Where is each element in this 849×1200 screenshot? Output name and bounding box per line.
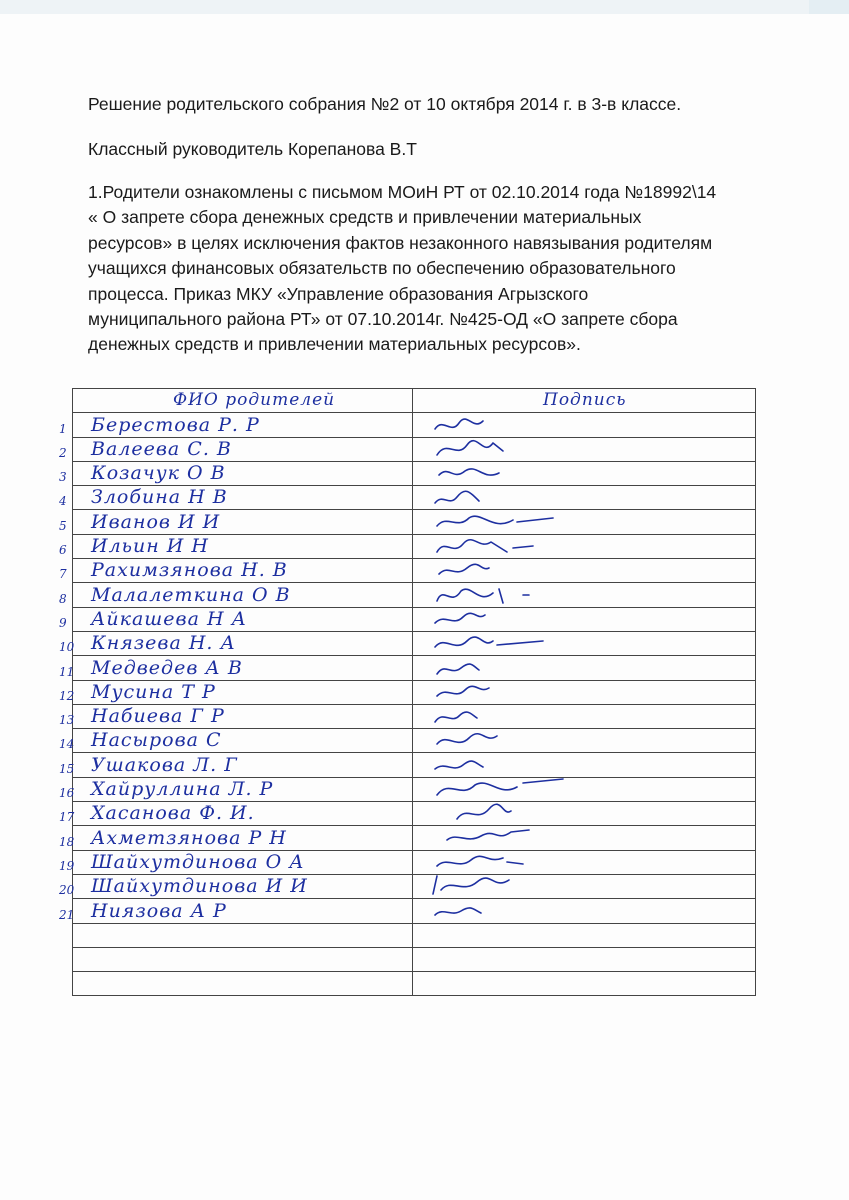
parent-name: Шайхутдинова И И (91, 875, 308, 898)
table-row (73, 510, 756, 534)
handwritten-signature (433, 583, 583, 609)
paragraph-line: муниципального района РТ» от 07.10.2014г. №425-ОД «О запрете сбора (88, 309, 678, 330)
parent-name-cell (59, 656, 413, 680)
signature-cell (413, 437, 756, 461)
parent-name: Злобина Н В (91, 486, 228, 509)
table-row (73, 413, 756, 437)
class-teacher-line: Классный руководитель Корепанова В.Т (88, 139, 417, 159)
table-row (73, 874, 756, 898)
signature-cell (413, 777, 756, 801)
table-row (73, 607, 756, 631)
signature-cell (413, 899, 756, 923)
table-row (73, 826, 756, 850)
handwritten-signature (433, 656, 583, 682)
parent-name: Рахимзянова Н. В (91, 559, 288, 582)
handwritten-signature (433, 850, 583, 876)
signature-cell (413, 631, 756, 655)
row-number: 21 (59, 907, 75, 922)
signature-cell (413, 656, 756, 680)
signature-cell (413, 486, 756, 510)
parent-name-cell (59, 631, 413, 655)
parent-name: Ушакова Л. Г (91, 753, 238, 776)
empty-table-row (73, 923, 756, 947)
table-row (73, 850, 756, 874)
signature-cell (413, 826, 756, 850)
table-row (73, 534, 756, 558)
table-row (73, 680, 756, 704)
signature-cell (413, 802, 756, 826)
empty-name-cell (73, 947, 413, 971)
signature-cell (413, 413, 756, 437)
parent-name-cell (59, 704, 413, 728)
handwritten-signature (433, 461, 583, 487)
signature-column-header: Подпись (543, 390, 627, 411)
row-number: 19 (59, 858, 75, 873)
table-row (73, 729, 756, 753)
signature-cell (413, 583, 756, 607)
table-row (73, 753, 756, 777)
table-row (73, 704, 756, 728)
signature-cell (413, 704, 756, 728)
signature-cell (413, 607, 756, 631)
parent-name: Хасанова Ф. И. (91, 802, 255, 825)
parent-name-cell (59, 413, 413, 437)
handwritten-signature (433, 558, 583, 584)
row-number: 12 (59, 688, 75, 703)
signature-column-header-cell (413, 389, 756, 413)
row-number: 7 (59, 567, 67, 582)
parent-name-cell (59, 607, 413, 631)
parent-name-cell (59, 729, 413, 753)
handwritten-signature (433, 631, 583, 657)
paragraph-line: ресурсов» в целях исключения фактов незаконного навязывания родителям (88, 232, 713, 253)
parent-name: Хайруллина Л. Р (91, 778, 274, 801)
row-number: 20 (59, 883, 75, 898)
row-number: 16 (59, 786, 75, 801)
row-number: 1 (59, 421, 67, 436)
signature-cell (413, 510, 756, 534)
row-number: 13 (59, 713, 75, 728)
parent-name: Мусина Т Р (91, 680, 216, 703)
handwritten-signature (433, 753, 583, 779)
row-number: 6 (59, 543, 67, 558)
signature-cell (413, 680, 756, 704)
parent-name-cell (59, 559, 413, 583)
parent-name-cell (59, 583, 413, 607)
handwritten-signature (433, 485, 583, 511)
parent-name-cell (59, 534, 413, 558)
parent-name: Ахметзянова Р Н (91, 826, 287, 849)
parent-name-cell (59, 826, 413, 850)
handwritten-signature (433, 413, 583, 439)
handwritten-signature (433, 510, 583, 536)
parent-name: Насырова С (91, 729, 222, 752)
scan-edge-corner (809, 0, 849, 14)
handwritten-signature (433, 437, 583, 463)
parent-name-cell (59, 899, 413, 923)
handwritten-signature (433, 534, 583, 560)
row-number: 9 (59, 615, 67, 630)
signature-cell (413, 534, 756, 558)
parent-name-cell (59, 753, 413, 777)
handwritten-signature (433, 680, 583, 706)
table-row (73, 802, 756, 826)
parent-name: Малалеткина О В (91, 583, 291, 606)
signature-cell (413, 559, 756, 583)
handwritten-signature (433, 777, 583, 803)
parent-name-cell (59, 850, 413, 874)
row-number: 3 (59, 470, 67, 485)
parent-name: Ниязова А Р (91, 899, 227, 922)
decision-paragraph (88, 180, 788, 358)
table-row (73, 559, 756, 583)
parent-name-cell (59, 510, 413, 534)
row-number: 5 (59, 518, 67, 533)
table-row (73, 486, 756, 510)
parent-name-cell (59, 680, 413, 704)
row-number: 10 (59, 640, 75, 655)
table-row (73, 777, 756, 801)
paragraph-line: « О запрете сбора денежных средств и привлечении материальных (88, 207, 642, 228)
empty-signature-cell (413, 947, 756, 971)
handwritten-signature (433, 728, 583, 754)
row-number: 11 (59, 664, 75, 679)
empty-table-row (73, 972, 756, 996)
parent-name: Набиева Г Р (91, 705, 225, 728)
row-number: 17 (59, 810, 75, 825)
empty-signature-cell (413, 972, 756, 996)
handwritten-signature (433, 801, 583, 827)
signature-sheet (59, 388, 753, 996)
scan-edge (0, 0, 849, 14)
parent-name-cell (59, 486, 413, 510)
row-number: 14 (59, 737, 75, 752)
table-row (73, 437, 756, 461)
row-number: 18 (59, 834, 75, 849)
handwritten-signature (433, 874, 583, 900)
paragraph-line: денежных средств и привлечении материальных ресурсов». (88, 334, 581, 355)
table-row (73, 899, 756, 923)
name-column-header: ФИО родителей (173, 390, 336, 411)
name-column-header-cell (73, 389, 413, 413)
parent-name-cell (59, 461, 413, 485)
parent-name: Ильин И Н (91, 535, 209, 558)
empty-name-cell (73, 923, 413, 947)
parent-name: Иванов И И (91, 510, 221, 533)
parent-name-cell (59, 777, 413, 801)
parents-signature-table (59, 388, 756, 996)
signature-cell (413, 874, 756, 898)
document-heading: Решение родительского собрания №2 от 10 октября 2014 г. в 3-в классе. (88, 94, 682, 114)
handwritten-signature (433, 826, 583, 852)
handwritten-signature (433, 899, 583, 925)
empty-table-row (73, 947, 756, 971)
handwritten-signature (433, 704, 583, 730)
parent-name: Козачук О В (91, 462, 226, 485)
empty-signature-cell (413, 923, 756, 947)
row-number: 15 (59, 761, 75, 776)
parent-name-cell (59, 874, 413, 898)
table-row (73, 461, 756, 485)
table-row (73, 656, 756, 680)
row-number: 4 (59, 494, 67, 509)
row-number: 8 (59, 591, 67, 606)
table-row (73, 631, 756, 655)
table-row (73, 583, 756, 607)
signature-cell (413, 850, 756, 874)
paragraph-line: процесса. Приказ МКУ «Управление образования Агрызского (88, 283, 589, 304)
parent-name-cell (59, 802, 413, 826)
parent-name: Айкашева Н А (91, 607, 247, 630)
handwritten-signature (433, 607, 583, 633)
signature-cell (413, 753, 756, 777)
parent-name: Берестова Р. Р (91, 413, 260, 436)
row-number: 2 (59, 445, 67, 460)
signature-cell (413, 461, 756, 485)
empty-name-cell (73, 972, 413, 996)
paragraph-line: 1.Родители ознакомлены с письмом МОиН РТ от 02.10.2014 года №18992\14 (88, 182, 717, 202)
table-header-row (73, 389, 756, 413)
parent-name: Шайхутдинова О А (91, 850, 305, 873)
parent-name: Медведев А В (91, 656, 243, 679)
parent-name-cell (59, 437, 413, 461)
signature-cell (413, 729, 756, 753)
paragraph-line: учащихся финансовых обязательств по обеспечению образовательного (88, 258, 676, 279)
parent-name: Князева Н. А (91, 632, 236, 655)
parent-name: Валеева С. В (91, 437, 232, 460)
